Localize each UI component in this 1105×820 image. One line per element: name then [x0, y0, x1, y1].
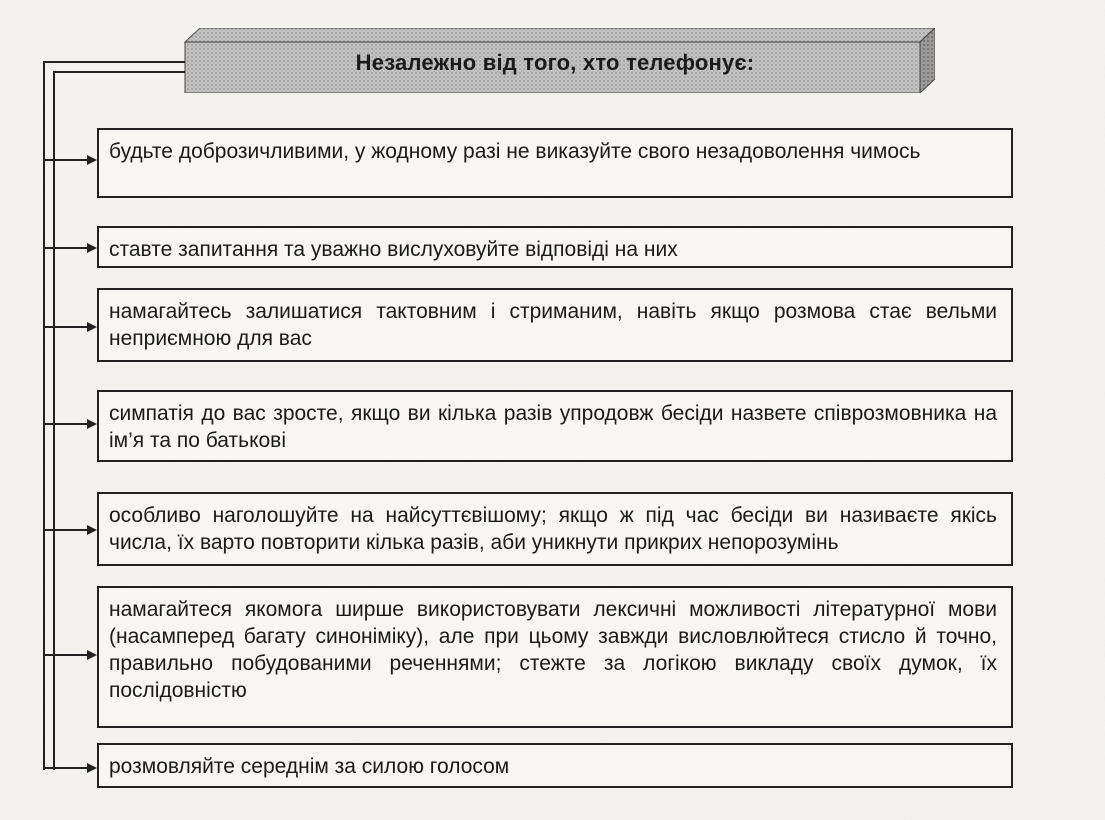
rule-box-1	[97, 128, 1013, 198]
arrow-2	[87, 243, 97, 253]
rule-text: намагайтеся якомога ширше використовувати лексичні можливості літературної мови (насамперед багату синоніміку), але при цьому завжди висловлюйтеся стисло й точно, правильно побудованими реченнями; стежте за логікою викладу своїх думок, їх послідовністю	[109, 598, 997, 702]
header-title: Незалежно від того, хто телефонує:	[355, 50, 755, 75]
rule-text: симпатія до вас зросте, якщо ви кілька разів упродовж бесіди назвете співрозмовника на ім’я та по батькові	[109, 402, 997, 452]
rule-box-3	[97, 288, 1013, 362]
rule-text: особливо наголошуйте на найсуттєвішому; якщо ж під час бесіди ви називаєте якісь числа, їх варто повторити кілька разів, аби уникнути прикрих непорозумінь	[109, 504, 997, 554]
rule-box-6	[97, 586, 1013, 728]
rule-text: ставте запитання та уважно вислуховуйте відповіді на них	[109, 238, 678, 261]
arrow-1	[87, 155, 97, 165]
rule-text: намагайтесь залишатися тактовним і стриманим, навіть якщо розмова стає вельми неприємною для вас	[109, 300, 997, 350]
rule-box-5	[97, 492, 1013, 566]
rule-text: розмовляйте середнім за силою голосом	[109, 755, 510, 778]
rule-box-4	[97, 390, 1013, 462]
arrow-7	[87, 763, 97, 773]
arrow-3	[87, 322, 97, 332]
rule-box-2	[97, 226, 1013, 268]
arrow-4	[87, 419, 97, 429]
arrow-6	[87, 650, 97, 660]
rule-text: будьте доброзичливими, у жодному разі не виказуйте свого незадоволення чимось	[109, 140, 921, 163]
rule-box-7	[97, 743, 1013, 788]
arrow-5	[87, 525, 97, 535]
